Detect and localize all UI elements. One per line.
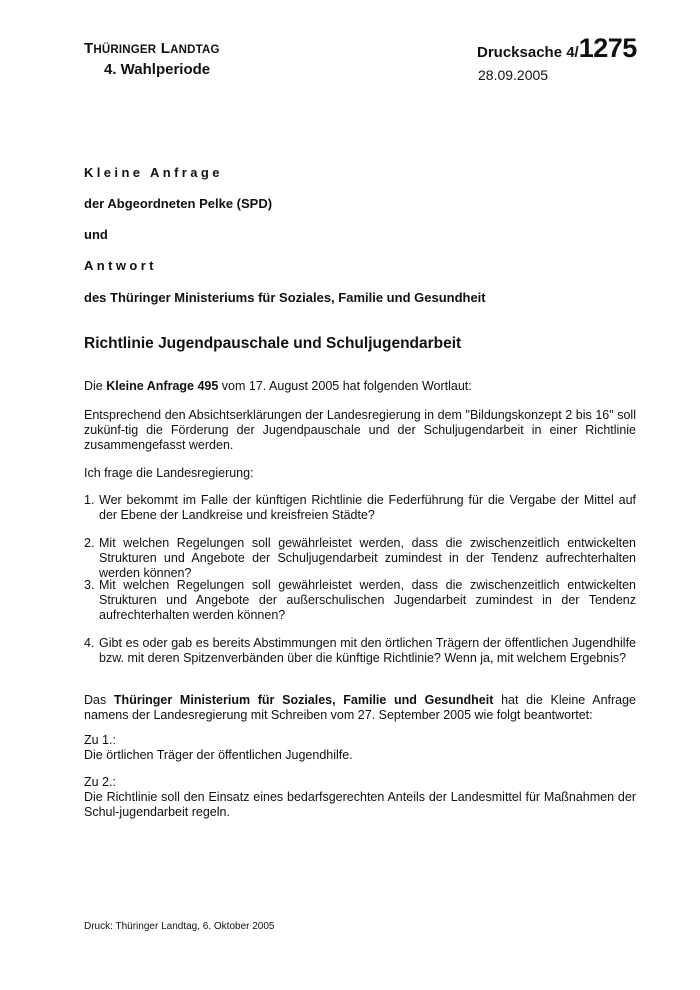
drucksache-label: Drucksache 4/ bbox=[477, 44, 579, 61]
title-kleine-anfrage: Kleine Anfrage bbox=[84, 165, 223, 180]
title-abgeordnete: der Abgeordneten Pelke (SPD) bbox=[84, 196, 273, 211]
legislative-period: 4. Wahlperiode bbox=[104, 61, 211, 78]
drucksache-number: 1275 bbox=[578, 33, 637, 63]
answer-intro-paragraph: Das Thüringer Ministerium für Soziales, Familie und Gesundheit hat die Kleine Anfrage namens der Landesregierung mit Schreiben vom 27. September 2005 wie folgt beantwortet: bbox=[84, 693, 637, 723]
title-antwort: Antwort bbox=[84, 258, 157, 273]
answer-item bbox=[84, 775, 636, 821]
question-item: 3. Mit welchen Regelungen soll gewährleistet werden, dass die zwischenzeitlich entwickelten Strukturen und Angebote der außerschulischen Jugendarbeit zumindest in der Tendenz aufrechterhalten werden können? bbox=[84, 578, 636, 623]
question-intro: Ich frage die Landesregierung: bbox=[84, 466, 254, 480]
title-ministerium: des Thüringer Ministeriums für Soziales, Familie und Gesundheit bbox=[84, 290, 486, 305]
preamble-paragraph: Entsprechend den Absichtserklärungen der Landesregierung in dem "Bildungskonzept 2 bis 16" soll zukünf-tig die Förderung der Jugendpauschale und der Schuljugendarbeit in einer Richtlinie zusammengefasst werden. bbox=[84, 408, 636, 453]
question-item: 4. Gibt es oder gab es bereits Abstimmungen mit den örtlichen Trägern der öffentlichen Jugendhilfe bzw. mit deren Spitzenverbänden über die künftige Richtlinie? Wenn ja, mit welchem Ergebnis? bbox=[84, 636, 636, 666]
answer-text: Die Richtlinie soll den Einsatz eines bedarfsgerechten Anteils der Landesmittel für Maßnahmen der Schul-jugendarbeit regeln. bbox=[84, 790, 636, 820]
answer-label: Zu 1.: bbox=[84, 733, 116, 747]
subject-heading: Richtlinie Jugendpauschale und Schuljugendarbeit bbox=[84, 335, 462, 352]
print-footer: Druck: Thüringer Landtag, 6. Oktober 2005 bbox=[84, 921, 275, 932]
header-parliament bbox=[84, 40, 220, 78]
parliament-name: THÜRINGER LANDTAG bbox=[84, 40, 220, 57]
answer-item bbox=[84, 733, 636, 763]
question-item: 1. Wer bekommt im Falle der künftigen Richtlinie die Federführung für die Vergabe der Mittel auf der Ebene der Landkreise und kreisfreien Städte? bbox=[84, 493, 636, 523]
header-document-number bbox=[477, 34, 677, 83]
answer-label: Zu 2.: bbox=[84, 775, 116, 789]
intro-paragraph: Die Kleine Anfrage 495 vom 17. August 2005 hat folgenden Wortlaut: bbox=[84, 379, 472, 393]
question-item: 2. Mit welchen Regelungen soll gewährleistet werden, dass die zwischenzeitlich entwickelten Strukturen und Angebote der Schuljugendarbeit zumindest in der Tendenz aufrechterhalten werden können? bbox=[84, 536, 636, 581]
drucksache-line bbox=[477, 34, 677, 67]
answer-text: Die örtlichen Träger der öffentlichen Jugendhilfe. bbox=[84, 748, 353, 763]
title-und: und bbox=[84, 227, 108, 242]
document-date: 28.09.2005 bbox=[478, 67, 549, 83]
